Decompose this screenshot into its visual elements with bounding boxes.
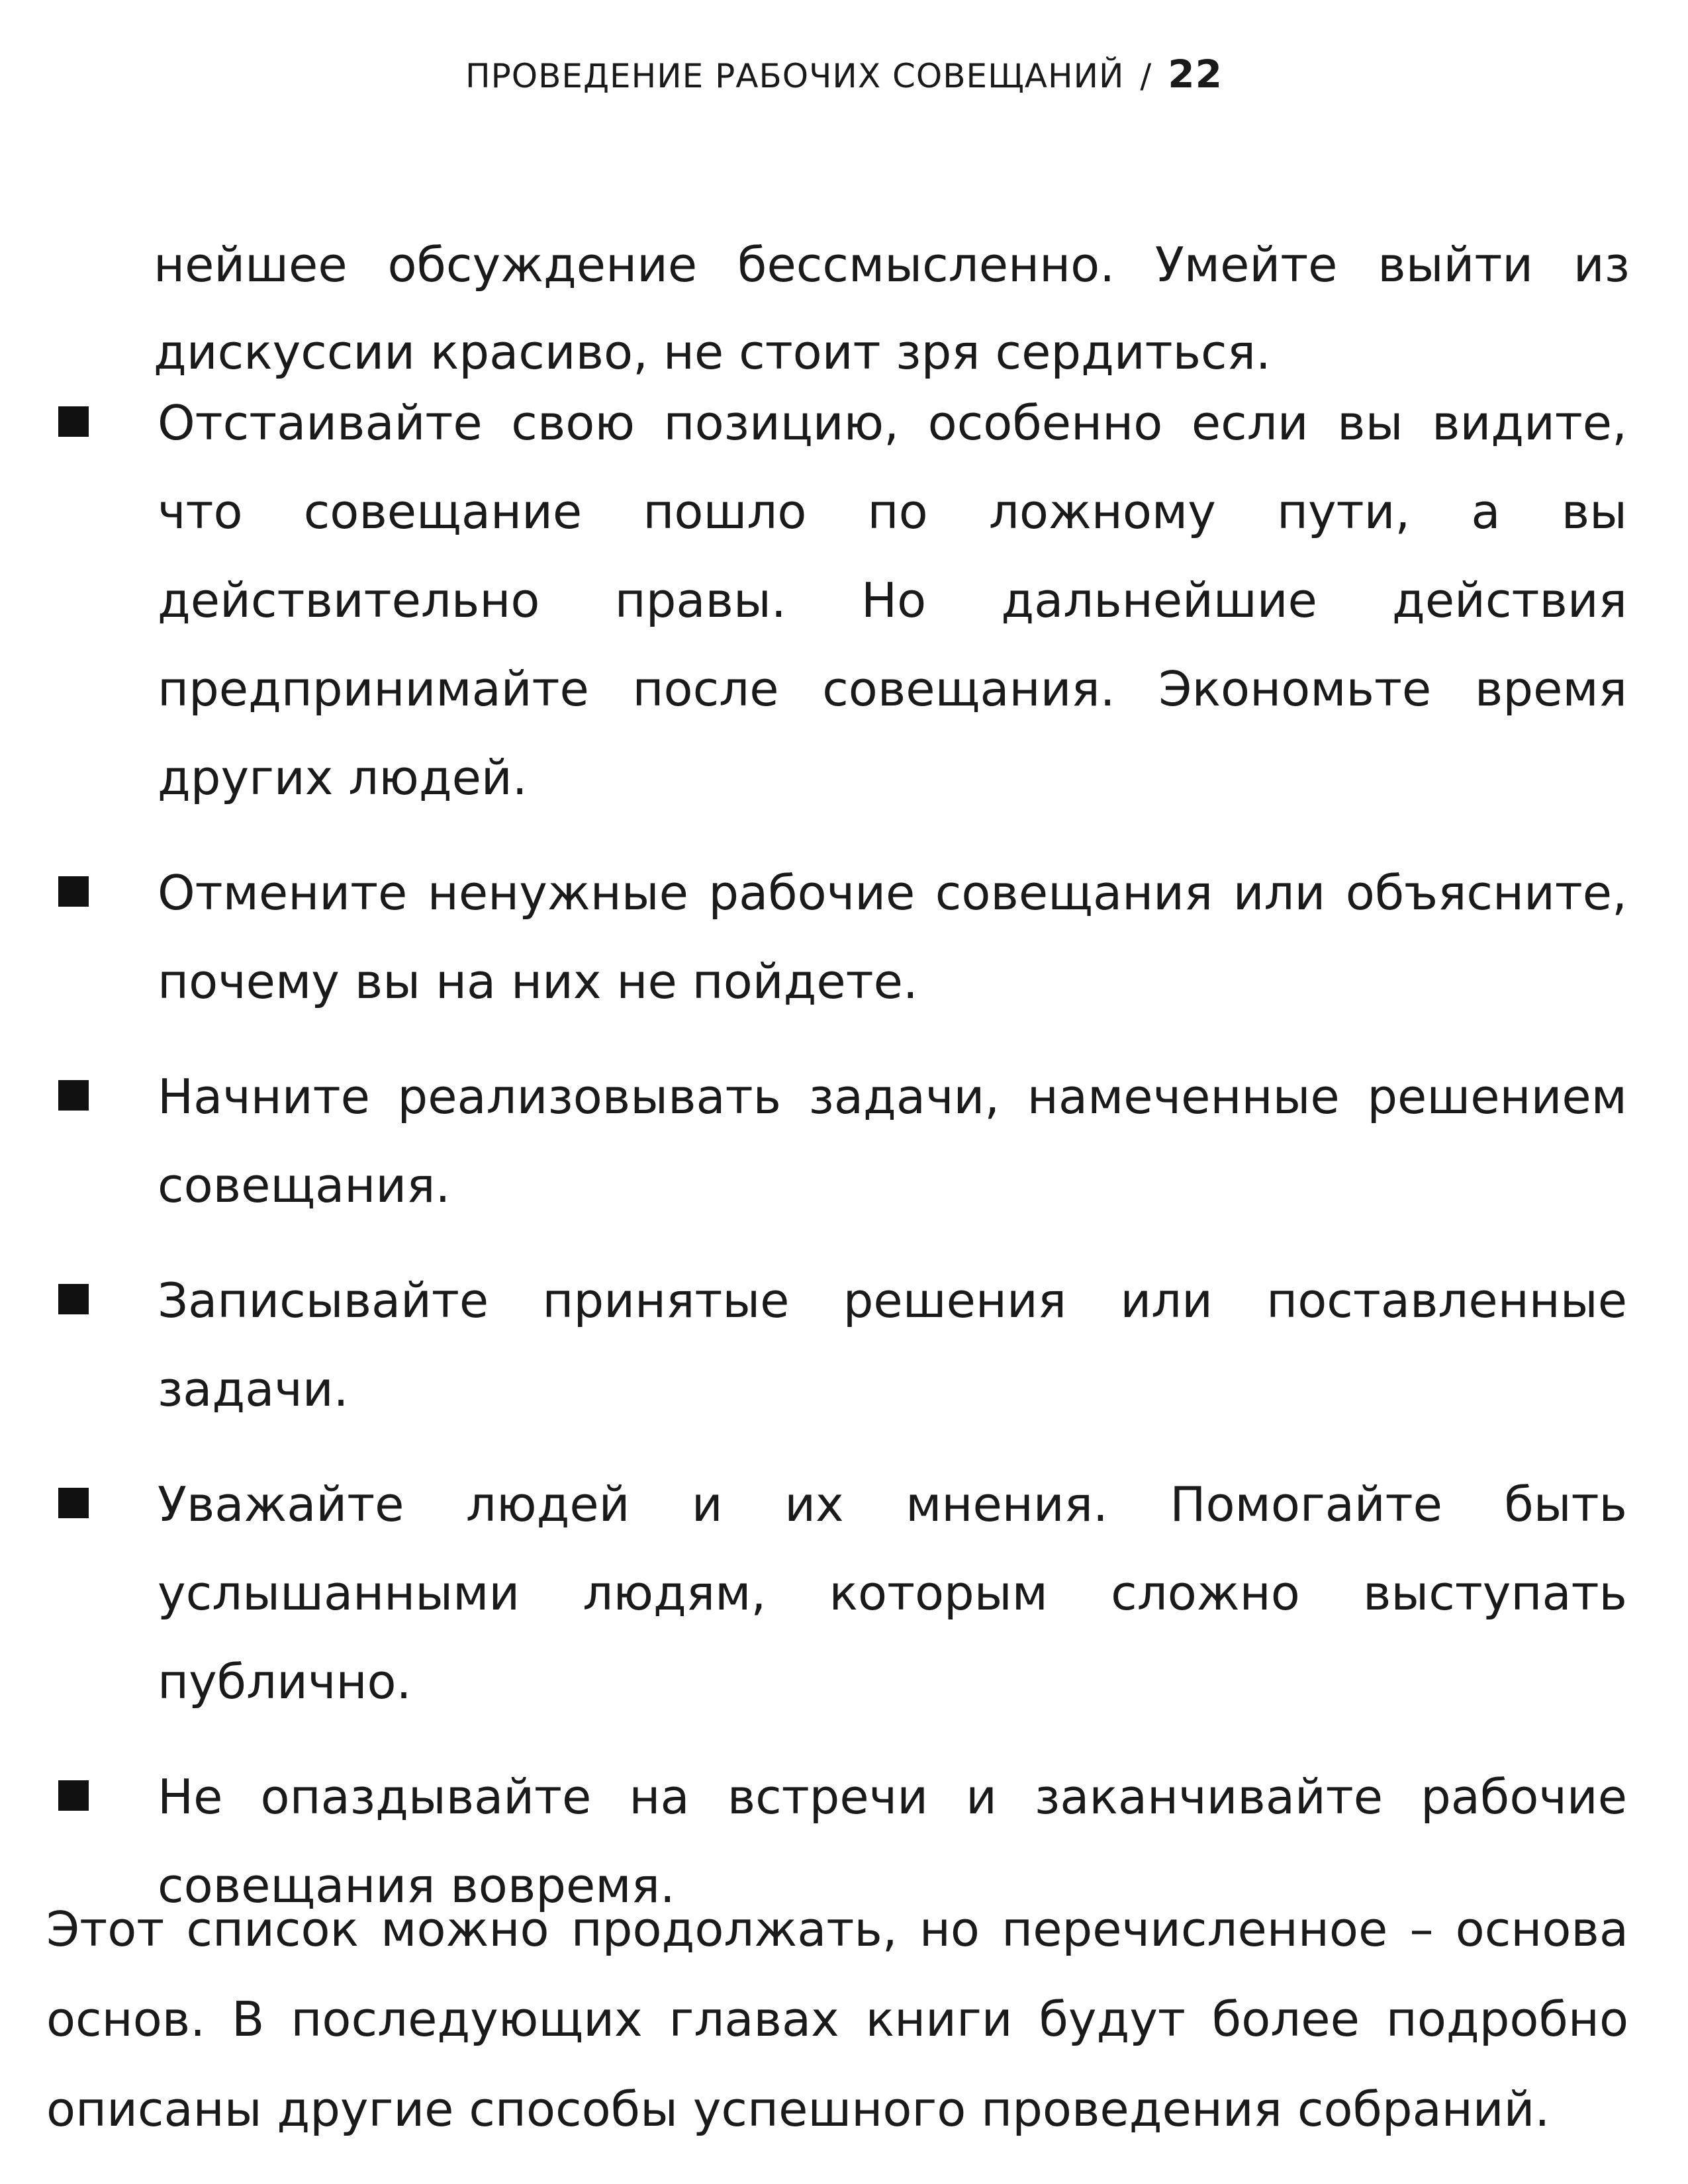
square-bullet-icon xyxy=(58,1780,89,1811)
square-bullet-icon xyxy=(58,876,89,907)
header-separator: / xyxy=(1140,57,1152,95)
list-item-text: Уважайте людей и их мнения. Помогайте быть услышанными людям, которым сложно выступать публично. xyxy=(158,1477,1627,1709)
running-header xyxy=(0,52,1688,97)
list-item xyxy=(0,848,1688,1026)
chapter-title: ПРОВЕДЕНИЕ РАБОЧИХ СОВЕЩАНИЙ xyxy=(465,57,1125,95)
list-item xyxy=(0,1460,1688,1726)
list-item xyxy=(0,379,1688,822)
list-item-text: Не опаздывайте на встречи и заканчивайте рабочие совещания вовремя. xyxy=(158,1769,1627,1913)
list-item-text: Отстаивайте свою позицию, особенно если вы видите, что совещание пошло по ложному пути, а вы действительно правы. Но дальнейшие действия предпринимайте после совещания. Экономьте время других людей. xyxy=(158,395,1627,805)
list-item-text: Записывайте принятые решения или поставленные задачи. xyxy=(158,1273,1627,1417)
square-bullet-icon xyxy=(58,1488,89,1518)
page-number: 22 xyxy=(1168,52,1223,97)
square-bullet-icon xyxy=(58,406,89,437)
square-bullet-icon xyxy=(58,1080,89,1111)
continuation-paragraph: нейшее обсуждение бессмысленно. Умейте выйти из дискуссии красиво, не стоит зря сердиться. xyxy=(154,237,1630,380)
list-item-text: Начните реализовывать задачи, намеченные решением совещания. xyxy=(158,1069,1627,1213)
list-item xyxy=(0,1052,1688,1230)
square-bullet-icon xyxy=(58,1284,89,1314)
tips-list xyxy=(0,379,1688,1956)
closing-paragraph: Этот список можно продолжать, но перечисленное – основа основ. В последующих главах книги будут более подробно описаны другие способы успешного проведения собраний. xyxy=(46,1901,1628,2137)
list-item-text: Отмените ненужные рабочие совещания или объясните, почему вы на них не пойдете. xyxy=(158,865,1627,1009)
list-item xyxy=(0,1256,1688,1433)
